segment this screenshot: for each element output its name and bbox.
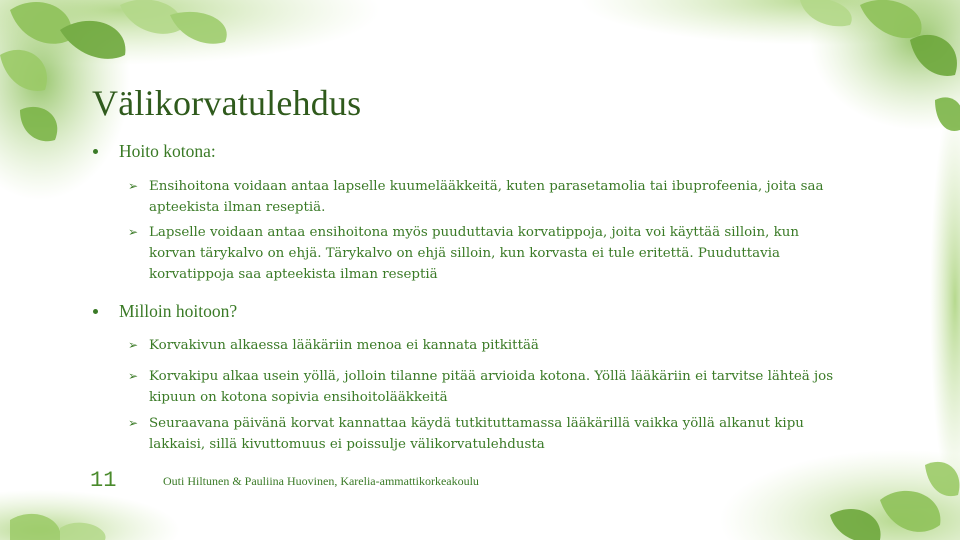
page-number: 11 — [90, 468, 117, 493]
subbullet-item — [128, 222, 848, 285]
subbullet-item — [128, 176, 848, 218]
subbullet-text: Ensihoitona voidaan antaa lapselle kuumelääkkeitä, kuten parasetamolia tai ibuprofeenia, joita saa apteekista ilman reseptiä. — [149, 179, 824, 215]
round-bullet-icon — [93, 149, 98, 154]
subbullet-text: Seuraavana päivänä korvat kannattaa käydä tutkituttamassa lääkärillä vaikka yöllä alkanut kipu lakkaisi, sillä kivuttomuus ei poissulje välikorvatulehdusta — [149, 416, 804, 452]
arrowhead-bullet-icon: ➢ — [128, 179, 139, 193]
subbullet-item — [128, 366, 848, 408]
arrowhead-bullet-icon: ➢ — [128, 338, 139, 352]
slide-title: Välikorvatulehdus — [92, 83, 362, 123]
subbullet-text: Korvakipu alkaa usein yöllä, jolloin tilanne pitää arvioida kotona. Yöllä lääkäriin ei tarvitse lähteä jos kipuun on kotona sopivia ensihoitolääkkeitä — [149, 369, 834, 405]
subbullet-text: Korvakivun alkaessa lääkäriin menoa ei kannata pitkittää — [149, 338, 539, 353]
subbullet-item — [128, 413, 848, 455]
bullet-heading: Hoito kotona: — [119, 141, 216, 161]
subbullet-item — [128, 335, 848, 356]
round-bullet-icon — [93, 309, 98, 314]
arrowhead-bullet-icon: ➢ — [128, 416, 139, 430]
bullet-heading: Milloin hoitoon? — [119, 301, 238, 321]
footer-text: Outi Hiltunen & Pauliina Huovinen, Karelia-ammattikorkeakoulu — [163, 474, 479, 488]
arrowhead-bullet-icon: ➢ — [128, 369, 139, 383]
subbullet-text: Lapselle voidaan antaa ensihoitona myös puuduttavia korvatippoja, joita voi käyttää silloin, kun korvan tärykalvo on ehjä. Tärykalvo on ehjä silloin, kun korvasta ei tule eritettä. Puuduttavia korvatippoja saa apteekista ilman reseptiä — [149, 225, 799, 282]
arrowhead-bullet-icon: ➢ — [128, 225, 139, 239]
